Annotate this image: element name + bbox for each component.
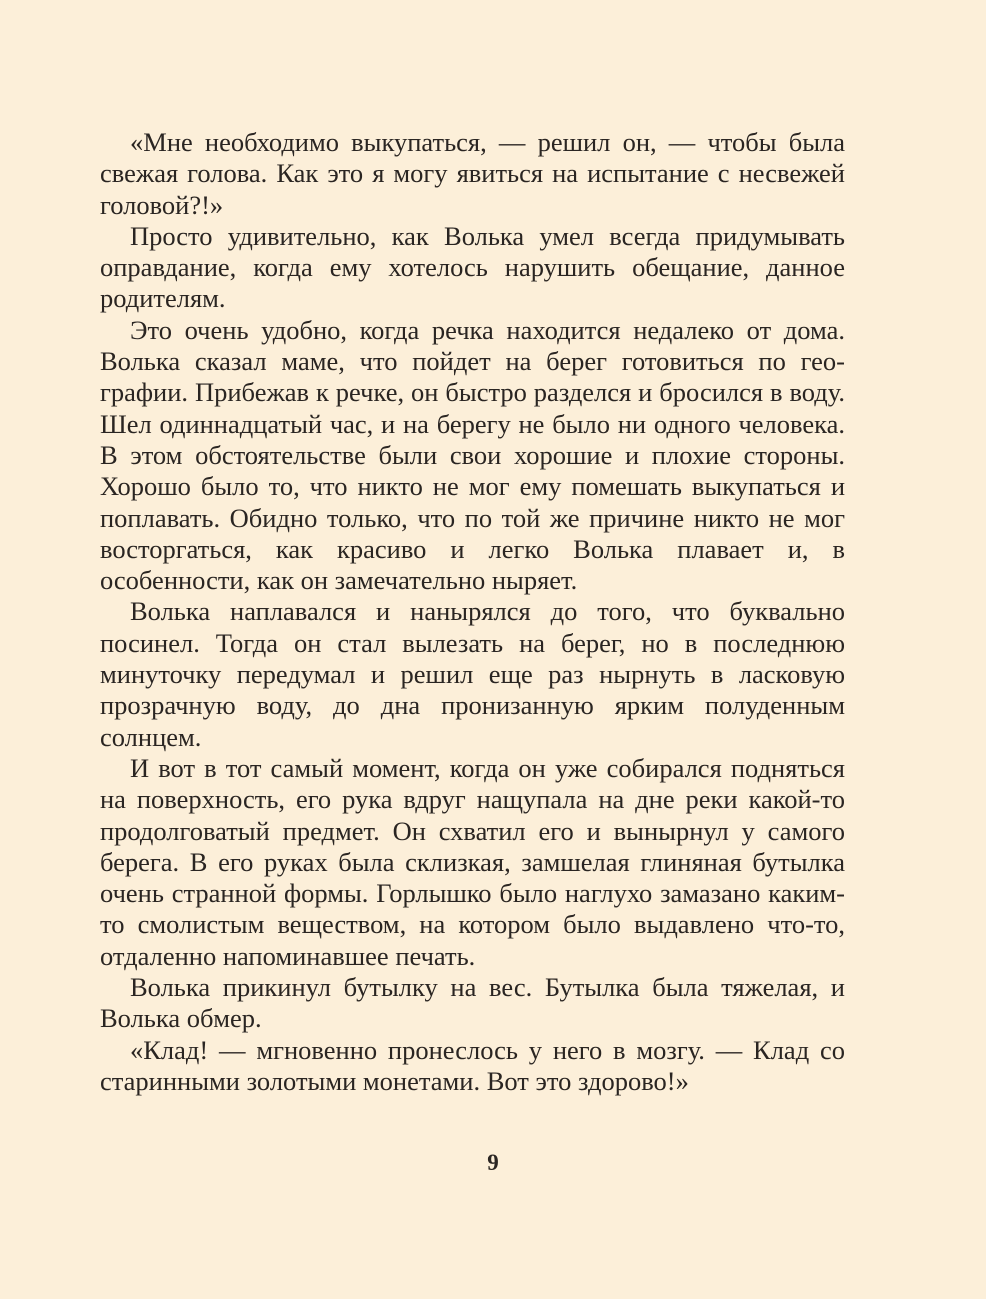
paragraph: Волька наплавался и нанырялся до того, что буквально посинел. Тогда он стал вылезать на берег, но в последнюю минуточку передумал и решил еще раз нырнуть в ласковую прозрачную воду, до дна пронизанную ярким полуденным солнцем. [100, 596, 845, 752]
paragraph: Просто удивительно, как Волька умел всегда придумывать оправдание, когда ему хотелось нарушить обещание, данное родителям. [100, 220, 845, 314]
paragraph: Волька прикинул бутылку на вес. Бутылка была тяжелая, и Волька обмер. [100, 972, 845, 1034]
paragraph: Это очень удобно, когда речка находится недалеко от дома. Волька сказал маме, что пойдет на берег готовиться по географии. Прибежав к речке, он быстро разделся и бросился в воду. Шел одиннадцатый час, и на берегу не было ни одного человека. В этом обстоятельстве были свои хорошие и плохие стороны. Хорошо было то, что никто не мог ему помешать выкупаться и поплавать. Обидно только, что по той же причине никто не мог восторгаться, как красиво и легко Волька плавает и, в особенности, как он замечательно ныряет. [100, 314, 845, 596]
paragraph: И вот в тот самый момент, когда он уже собирался подняться на поверхность, его рука вдруг нащупала на дне реки какой-то продолговатый предмет. Он схватил его и вынырнул у самого берега. В его руках была склизкая, замшелая глиняная бутылка очень странной формы. Горлышко было наглухо замазано каким-то смолистым веществом, на котором было выдавлено что-то, отдаленно напоминавшее печать. [100, 752, 845, 971]
paragraph: «Мне необходимо выкупаться, — решил он, — чтобы была свежая голова. Как это я могу явиться на испытание с несвежей головой?!» [100, 127, 845, 220]
paragraph: «Клад! — мгновенно пронеслось у него в мозгу. — Клад со старинными золотыми монетами. Вот это здорово!» [100, 1034, 845, 1096]
page-number: 9 [487, 1150, 499, 1175]
page-body [100, 127, 845, 1097]
